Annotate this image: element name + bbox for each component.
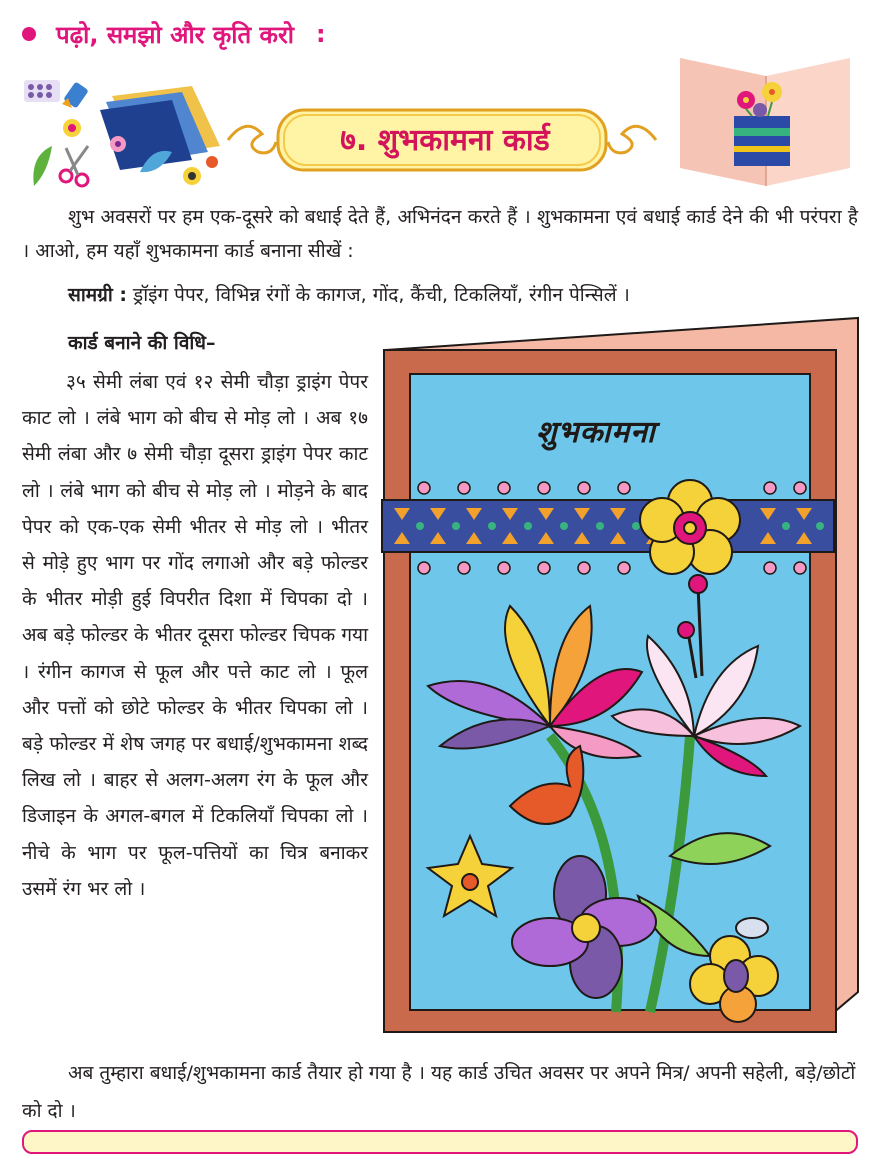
scissors-icon bbox=[60, 146, 88, 186]
closing-paragraph: अब तुम्हारा बधाई/शुभकामना कार्ड तैयार हो गया है । यह कार्ड उचित अवसर पर अपने मित्र/ अपनी सहेली, बड़े/छोटों को दो । bbox=[22, 1062, 856, 1122]
lesson-title: ७. शुभकामना कार्ड bbox=[340, 122, 550, 158]
intro-paragraph: शुभ अवसरों पर हम एक-दूसरे को बधाई देते हैं, अभिनंदन करते हैं । शुभकामना एवं बधाई कार्ड देने की भी परंपरा है । आओ, हम यहाँ शुभकामना कार्ड बनाना सीखें : bbox=[22, 206, 858, 262]
button-sheet-icon bbox=[24, 80, 60, 102]
popup-card-thumbnail bbox=[676, 54, 854, 190]
bullet-icon bbox=[22, 27, 36, 41]
section-heading-text: पढ़ो, समझो और कृति करो bbox=[56, 20, 294, 49]
method-paragraph: ३५ सेमी लंबा एवं १२ सेमी चौड़ा ड्राइंग पेपर काट लो । लंबे भाग को बीच से मोड़ लो । अब १७ सेमी लंबा और ७ सेमी चौड़ा दूसरा ड्राइंग पेपर काट लो । लंबे भाग को बीच से मोड़ लो । मोड़ने के बाद पेपर को एक-एक सेमी भीतर से मोड़ लो । भीतर से मोड़े हुए भाग पर गोंद लगाओ और बड़े फोल्डर के भीतर मोड़ी हुई विपरीत दिशा में चिपका दो । अब बड़े फोल्डर के भीतर दूसरा फोल्डर चिपक गया । रंगीन कागज से फूल और पत्ते काट लो । फूल और पत्तों को छोटे फोल्डर के भीतर चिपका लो । बड़े फोल्डर में शेष जगह पर बधाई/शुभकामना शब्द लिख लो । बाहर से अलग-अलग रंग के फूल और डिजाइन के अगल-बगल में टिकलियाँ चिपका लो । नीचे के भाग पर फूल-पत्तियों का चित्र बनाकर उसमें रंग भर लो । bbox=[22, 371, 368, 900]
materials-label: सामग्री : bbox=[68, 284, 127, 306]
materials-text: ड्रॉइंग पेपर, विभिन्न रंगों के कागज, गोंद, कैंची, टिकलियाँ, रंगीन पेन्सिलें । bbox=[126, 284, 630, 306]
method-heading: कार्ड बनाने की विधि– bbox=[68, 332, 216, 354]
materials-line bbox=[68, 278, 630, 312]
section-heading bbox=[22, 14, 326, 54]
craft-supplies-illustration bbox=[22, 76, 232, 191]
glue-bottle-icon bbox=[62, 81, 89, 108]
section-heading-colon: : bbox=[316, 20, 326, 48]
card-greeting-word: शुभकामना bbox=[536, 415, 656, 450]
next-box-border bbox=[22, 1130, 858, 1154]
